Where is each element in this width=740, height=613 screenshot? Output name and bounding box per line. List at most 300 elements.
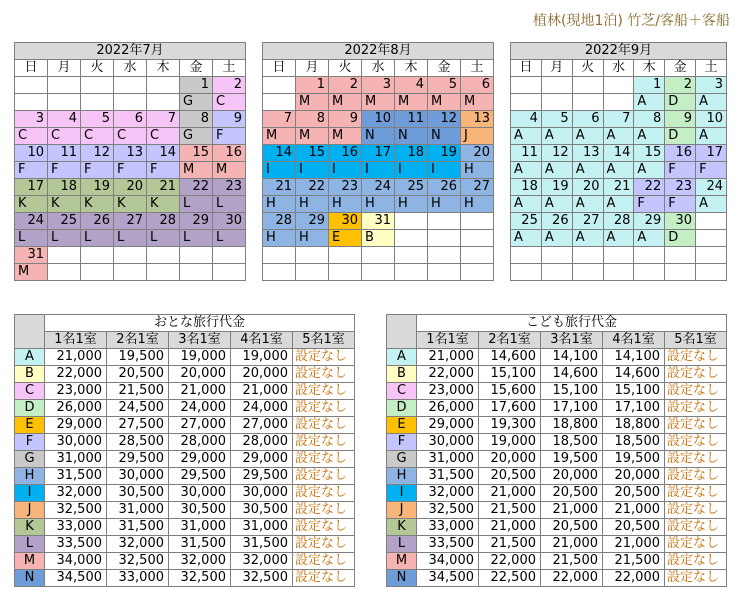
calendar-date: 14 [603, 145, 634, 162]
calendar-date: 24 [362, 179, 395, 196]
calendar-price-code: K [114, 196, 147, 213]
price-row [387, 417, 727, 434]
price-value: 21,000 [541, 502, 603, 519]
price-row [15, 349, 355, 366]
calendar-date: 25 [511, 213, 542, 230]
price-value: 22,000 [45, 366, 107, 383]
weekday-label: 火 [81, 60, 114, 77]
calendar-date: 12 [541, 145, 572, 162]
calendar-price-code: M [213, 162, 246, 179]
calendar-date: 18 [511, 179, 542, 196]
price-not-available: 設定なし [665, 366, 727, 383]
calendar-price-code: M [428, 94, 461, 111]
calendar-price-code [572, 94, 603, 111]
calendar-price-code: A [511, 230, 542, 247]
weekday-label: 火 [572, 60, 603, 77]
price-value: 15,100 [479, 366, 541, 383]
calendar-date: 13 [572, 145, 603, 162]
calendar-date: 9 [665, 111, 696, 128]
price-not-available: 設定なし [293, 400, 355, 417]
date-row [15, 179, 246, 196]
price-value: 28,500 [107, 434, 169, 451]
price-value: 21,500 [479, 502, 541, 519]
price-value: 20,000 [603, 468, 665, 485]
price-value: 20,500 [541, 519, 603, 536]
table-corner [15, 315, 45, 349]
price-value: 15,600 [479, 383, 541, 400]
price-code-label: F [15, 434, 45, 451]
calendar-price-code [15, 94, 48, 111]
price-code-row [511, 264, 727, 281]
calendar-date: 23 [213, 179, 246, 196]
price-code-row [511, 94, 727, 111]
price-code-label: N [387, 570, 417, 587]
price-not-available: 設定なし [665, 485, 727, 502]
price-value: 18,500 [603, 434, 665, 451]
price-not-available: 設定なし [293, 468, 355, 485]
calendar-date [48, 77, 81, 94]
price-row [387, 519, 727, 536]
price-not-available: 設定なし [293, 434, 355, 451]
calendar-price-code: H [395, 196, 428, 213]
weekday-label: 土 [461, 60, 494, 77]
calendar-date [428, 213, 461, 230]
price-value: 34,000 [417, 553, 479, 570]
calendar-date: 28 [603, 213, 634, 230]
calendar-price-code: F [15, 162, 48, 179]
weekday-row [263, 60, 494, 77]
price-value: 23,000 [417, 383, 479, 400]
price-value: 21,000 [169, 383, 231, 400]
calendar-date [511, 247, 542, 264]
price-code-row [263, 162, 494, 179]
calendar-date: 12 [81, 145, 114, 162]
price-code-row [15, 94, 246, 111]
price-not-available: 設定なし [293, 570, 355, 587]
price-code-row [511, 230, 727, 247]
calendar-price-code: H [296, 196, 329, 213]
calendar-price-code: A [603, 162, 634, 179]
calendar-date [541, 77, 572, 94]
calendar-date: 8 [634, 111, 665, 128]
calendar-price-code [362, 264, 395, 281]
calendar-header-row [263, 43, 494, 60]
calendar-price-code: C [48, 128, 81, 145]
calendar-date: 5 [428, 77, 461, 94]
price-value: 33,500 [417, 536, 479, 553]
calendar-price-code: M [15, 264, 48, 281]
weekday-label: 月 [48, 60, 81, 77]
calendar-price-code [263, 264, 296, 281]
price-value: 20,500 [107, 366, 169, 383]
price-column-header: 5名1室 [293, 332, 355, 349]
price-value: 19,000 [169, 349, 231, 366]
date-row [263, 111, 494, 128]
calendar-price-code: L [213, 196, 246, 213]
price-code-label: I [387, 485, 417, 502]
price-value: 19,000 [231, 349, 293, 366]
calendar-price-code [428, 230, 461, 247]
calendar-month-title: 2022年8月 [263, 43, 494, 60]
calendar-date: 28 [147, 213, 180, 230]
price-value: 20,000 [541, 468, 603, 485]
calendar-date: 24 [696, 179, 727, 196]
price-not-available: 設定なし [665, 349, 727, 366]
weekday-label: 月 [296, 60, 329, 77]
price-value: 31,500 [417, 468, 479, 485]
calendar-price-code: H [263, 196, 296, 213]
calendar-price-code: H [329, 196, 362, 213]
calendar-date: 6 [114, 111, 147, 128]
price-not-available: 設定なし [665, 451, 727, 468]
price-value: 31,500 [107, 519, 169, 536]
price-row [15, 502, 355, 519]
price-value: 33,500 [45, 536, 107, 553]
calendar-date [48, 247, 81, 264]
calendar-price-code: I [362, 162, 395, 179]
calendar-price-code [263, 94, 296, 111]
price-value: 32,500 [107, 553, 169, 570]
calendar-date: 10 [362, 111, 395, 128]
calendar-price-code [541, 264, 572, 281]
price-code-label: F [387, 434, 417, 451]
price-not-available: 設定なし [665, 383, 727, 400]
calendar-price-code: A [634, 94, 665, 111]
calendar-price-code: K [81, 196, 114, 213]
calendar-price-code: N [428, 128, 461, 145]
weekday-label: 金 [428, 60, 461, 77]
calendar-date [114, 247, 147, 264]
calendar-price-code: J [461, 128, 494, 145]
price-row [387, 349, 727, 366]
price-value: 29,000 [45, 417, 107, 434]
page-title: 植林(現地1泊) 竹芝/客船＋客船 [533, 13, 730, 29]
price-row [387, 383, 727, 400]
price-row [15, 451, 355, 468]
calendar-price-code [665, 264, 696, 281]
calendar-price-code: I [296, 162, 329, 179]
price-code-label: A [387, 349, 417, 366]
calendar-date: 9 [329, 111, 362, 128]
price-row [387, 536, 727, 553]
calendar-date: 31 [15, 247, 48, 264]
price-value: 33,000 [107, 570, 169, 587]
weekday-label: 日 [15, 60, 48, 77]
calendar-price-code: A [511, 196, 542, 213]
calendar-price-code: L [48, 230, 81, 247]
calendar-price-code: D [665, 128, 696, 145]
calendar-price-code: L [147, 230, 180, 247]
calendar-date: 30 [665, 213, 696, 230]
calendar-price-code: H [362, 196, 395, 213]
calendar-price-code: K [15, 196, 48, 213]
price-not-available: 設定なし [665, 519, 727, 536]
price-value: 30,500 [107, 485, 169, 502]
calendar-date: 25 [395, 179, 428, 196]
price-row [15, 485, 355, 502]
price-value: 15,100 [541, 383, 603, 400]
price-not-available: 設定なし [665, 417, 727, 434]
price-value: 30,500 [169, 502, 231, 519]
price-row [15, 553, 355, 570]
calendar-date: 19 [541, 179, 572, 196]
calendar-price-code [296, 264, 329, 281]
calendar-price-code [180, 264, 213, 281]
calendar-price-code [541, 94, 572, 111]
price-value: 31,500 [231, 536, 293, 553]
table-corner [387, 315, 417, 349]
calendar-price-code: H [296, 230, 329, 247]
calendar-price-code: F [696, 162, 727, 179]
price-code-label: G [387, 451, 417, 468]
calendar-date: 18 [395, 145, 428, 162]
date-row [263, 145, 494, 162]
price-value: 22,000 [417, 366, 479, 383]
weekday-label: 木 [147, 60, 180, 77]
calendar-date: 16 [329, 145, 362, 162]
price-value: 18,800 [541, 417, 603, 434]
weekday-label: 木 [634, 60, 665, 77]
calendar-date: 17 [362, 145, 395, 162]
calendar-date: 21 [603, 179, 634, 196]
calendar-date [147, 77, 180, 94]
calendar-price-code: C [114, 128, 147, 145]
calendar-date [696, 247, 727, 264]
price-value: 34,500 [45, 570, 107, 587]
price-value: 18,800 [603, 417, 665, 434]
price-not-available: 設定なし [293, 417, 355, 434]
price-code-row [511, 196, 727, 213]
calendar-price-code: A [603, 230, 634, 247]
price-code-label: B [15, 366, 45, 383]
calendar-price-code [511, 264, 542, 281]
price-not-available: 設定なし [665, 536, 727, 553]
price-column-header: 5名1室 [665, 332, 727, 349]
price-code-row [263, 128, 494, 145]
price-not-available: 設定なし [293, 502, 355, 519]
calendar-price-code: A [696, 196, 727, 213]
date-row [15, 111, 246, 128]
calendar-price-code [511, 94, 542, 111]
calendar-date: 26 [541, 213, 572, 230]
calendar-date: 10 [696, 111, 727, 128]
calendar-date: 21 [263, 179, 296, 196]
price-value: 17,100 [541, 400, 603, 417]
price-code-label: J [387, 502, 417, 519]
price-value: 22,000 [603, 570, 665, 587]
calendar-price-code: M [329, 128, 362, 145]
price-value: 21,000 [417, 349, 479, 366]
calendar-date: 14 [147, 145, 180, 162]
calendar-date: 23 [329, 179, 362, 196]
calendar-date [572, 247, 603, 264]
calendar-price-code: L [180, 230, 213, 247]
calendar-price-code: M [395, 94, 428, 111]
price-not-available: 設定なし [293, 536, 355, 553]
price-code-row [15, 162, 246, 179]
calendar-price-code: L [15, 230, 48, 247]
calendar-price-code: F [48, 162, 81, 179]
calendar-price-code: C [147, 128, 180, 145]
price-code-label: D [387, 400, 417, 417]
calendar-price-code: F [665, 196, 696, 213]
price-row [15, 519, 355, 536]
weekday-label: 水 [362, 60, 395, 77]
price-title-row [15, 315, 355, 332]
price-value: 23,000 [45, 383, 107, 400]
price-column-header-row [387, 332, 727, 349]
calendar-date: 20 [114, 179, 147, 196]
calendar-price-code: A [634, 162, 665, 179]
price-row [15, 383, 355, 400]
calendar-price-code: B [362, 230, 395, 247]
price-row [15, 417, 355, 434]
price-value: 21,000 [603, 502, 665, 519]
calendar-date: 6 [572, 111, 603, 128]
calendar-date [114, 77, 147, 94]
price-code-label: C [387, 383, 417, 400]
price-value: 31,000 [417, 451, 479, 468]
calendar-price-code [572, 264, 603, 281]
price-value: 31,000 [45, 451, 107, 468]
calendar-date: 27 [572, 213, 603, 230]
calendar-price-code [395, 230, 428, 247]
weekday-label: 金 [665, 60, 696, 77]
price-table-title: こども旅行代金 [417, 315, 727, 332]
calendar-date: 26 [428, 179, 461, 196]
calendar-date: 4 [511, 111, 542, 128]
price-value: 21,500 [107, 383, 169, 400]
weekday-label: 日 [263, 60, 296, 77]
price-value: 30,000 [45, 434, 107, 451]
calendar-date: 16 [213, 145, 246, 162]
price-code-row [511, 162, 727, 179]
calendar-date [296, 247, 329, 264]
price-value: 22,000 [541, 570, 603, 587]
weekday-row [15, 60, 246, 77]
calendar-date: 10 [15, 145, 48, 162]
price-code-label: J [15, 502, 45, 519]
calendar-price-code [461, 264, 494, 281]
calendar-date: 5 [81, 111, 114, 128]
price-value: 31,000 [231, 519, 293, 536]
price-row [15, 468, 355, 485]
price-value: 14,600 [541, 366, 603, 383]
price-code-label: L [387, 536, 417, 553]
calendar-date [428, 247, 461, 264]
calendar-price-code [147, 94, 180, 111]
calendar-date [395, 247, 428, 264]
calendar-price-code: F [665, 162, 696, 179]
price-value: 24,000 [169, 400, 231, 417]
price-code-row [15, 196, 246, 213]
price-value: 18,500 [541, 434, 603, 451]
calendar-price-code: H [461, 162, 494, 179]
calendar-price-code [114, 94, 147, 111]
calendar-price-code: K [147, 196, 180, 213]
price-value: 19,000 [479, 434, 541, 451]
calendar-price-code: F [114, 162, 147, 179]
price-code-label: N [15, 570, 45, 587]
price-value: 29,000 [231, 451, 293, 468]
calendar-price-code: M [296, 128, 329, 145]
calendar-price-code: I [395, 162, 428, 179]
price-value: 21,000 [479, 485, 541, 502]
calendar-price-code [696, 230, 727, 247]
calendar-date: 22 [634, 179, 665, 196]
price-value: 29,500 [169, 468, 231, 485]
price-value: 29,500 [231, 468, 293, 485]
calendar-date: 20 [572, 179, 603, 196]
calendar-date [461, 213, 494, 230]
price-not-available: 設定なし [293, 553, 355, 570]
calendar-price-code: M [296, 94, 329, 111]
price-value: 30,000 [169, 485, 231, 502]
price-value: 21,500 [479, 536, 541, 553]
calendar-price-code: A [634, 230, 665, 247]
price-value: 31,000 [107, 502, 169, 519]
price-not-available: 設定なし [665, 468, 727, 485]
calendar-date: 9 [213, 111, 246, 128]
price-value: 21,500 [541, 553, 603, 570]
price-value: 30,000 [231, 485, 293, 502]
calendar-price-code [603, 264, 634, 281]
weekday-label: 水 [603, 60, 634, 77]
price-value: 27,000 [169, 417, 231, 434]
calendar-date: 13 [114, 145, 147, 162]
calendar-price-code [428, 264, 461, 281]
calendar-date [213, 247, 246, 264]
price-value: 29,500 [107, 451, 169, 468]
price-value: 24,000 [231, 400, 293, 417]
calendar-price-code: F [213, 128, 246, 145]
price-value: 34,500 [417, 570, 479, 587]
price-column-header: 2名1室 [107, 332, 169, 349]
date-row [15, 247, 246, 264]
calendar-date: 4 [48, 111, 81, 128]
price-row [15, 536, 355, 553]
calendar-date [395, 213, 428, 230]
calendar-date: 21 [147, 179, 180, 196]
price-value: 21,500 [603, 553, 665, 570]
calendar-date: 12 [428, 111, 461, 128]
calendar-price-code: A [572, 230, 603, 247]
calendar-date [81, 247, 114, 264]
calendar-date: 18 [48, 179, 81, 196]
price-row [387, 570, 727, 587]
calendar-price-code: N [362, 128, 395, 145]
calendar-price-code: M [263, 128, 296, 145]
calendar-date [180, 247, 213, 264]
calendar-date [329, 247, 362, 264]
calendar-price-code: F [634, 196, 665, 213]
calendar-date [263, 247, 296, 264]
price-value: 20,000 [479, 451, 541, 468]
price-not-available: 設定なし [293, 485, 355, 502]
price-row [15, 570, 355, 587]
date-row [511, 247, 727, 264]
price-value: 14,100 [541, 349, 603, 366]
price-value: 19,300 [479, 417, 541, 434]
price-row [15, 366, 355, 383]
price-row [387, 400, 727, 417]
price-value: 27,500 [107, 417, 169, 434]
price-not-available: 設定なし [293, 366, 355, 383]
calendar-price-code: D [665, 230, 696, 247]
calendar-month-title: 2022年9月 [511, 43, 727, 60]
weekday-label: 土 [696, 60, 727, 77]
date-row [15, 213, 246, 230]
